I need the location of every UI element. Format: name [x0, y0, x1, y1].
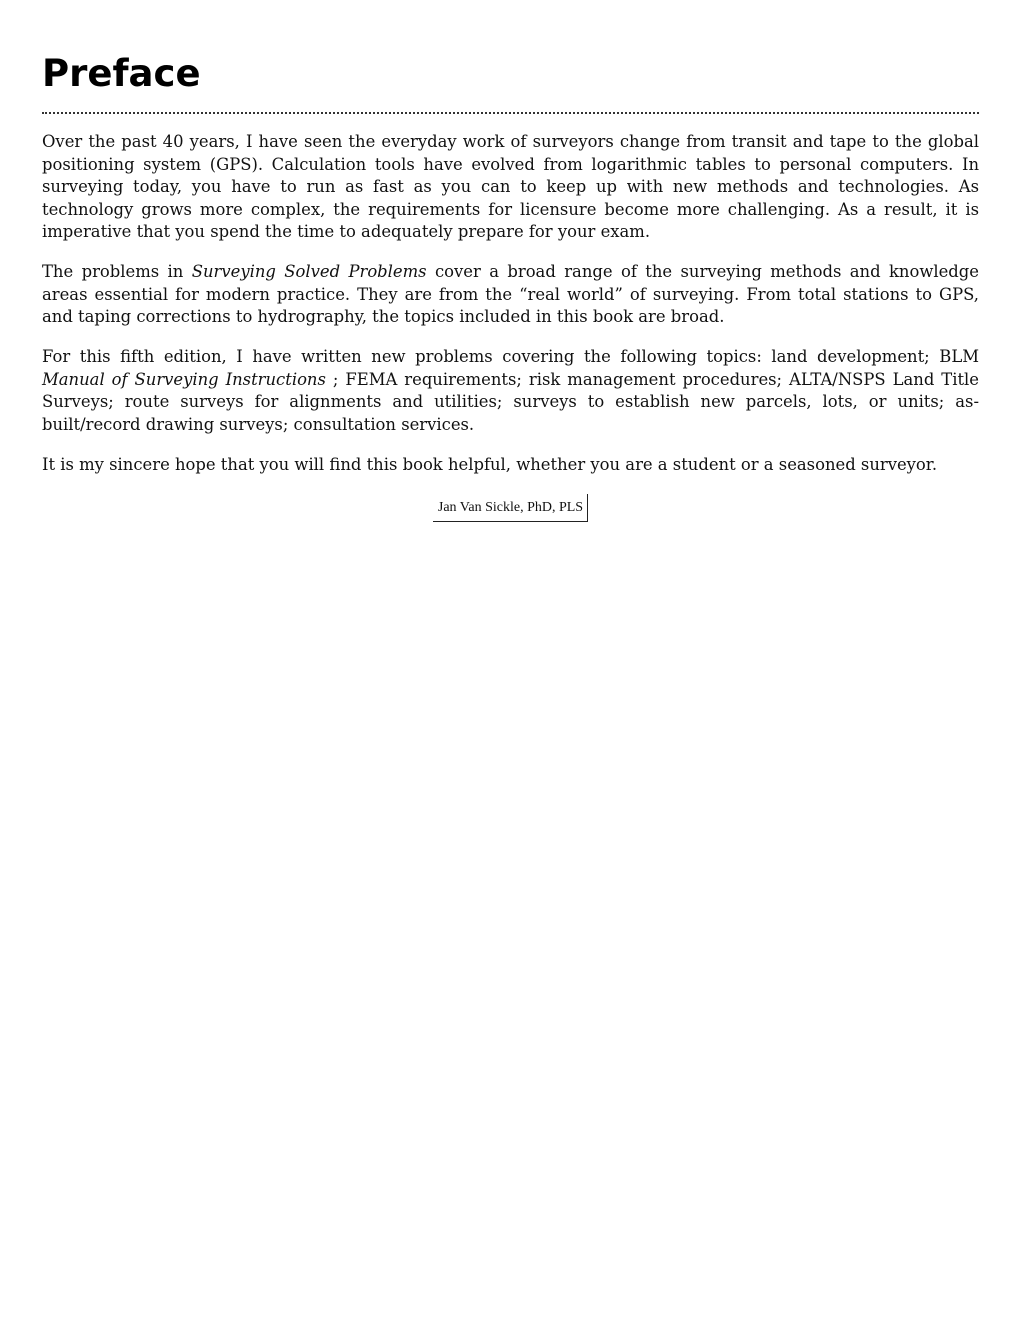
paragraph-3-rest: ; FEMA requirements; risk management procedures; ALTA/NSPS Land Title Surveys; route surveys for alignments and utilities; surveys to establish new parcels, lots, or units; as-built/record drawing surveys; consultation services.: [42, 369, 979, 434]
dotted-divider: [42, 112, 979, 114]
signature-block: [42, 494, 979, 522]
paragraph-4: It is my sincere hope that you will find this book helpful, whether you are a student or a seasoned surveyor.: [42, 454, 938, 474]
manual-title: Manual of Surveying Instructions: [42, 369, 326, 389]
paragraph-2-lead: The problems in: [42, 262, 192, 281]
page-title: Preface: [42, 52, 201, 95]
paragraph-2: [42, 261, 979, 329]
paragraph-2-rest: cover a broad range of the surveying methods and knowledge areas essential for modern practice. They are from the “real world” of surveying. From total stations to GPS, and taping corrections to hydrography, the topics included in this book are broad.: [42, 262, 979, 326]
preface-body: [42, 131, 979, 476]
paragraph-3-lead: For this fifth edition, I have written new problems covering the following topics: land development; BLM: [42, 347, 979, 366]
preface-page: [42, 52, 979, 522]
book-title: Surveying Solved Problems: [191, 262, 427, 281]
paragraph-1: Over the past 40 years, I have seen the everyday work of surveyors change from transit and tape to the global positioning system (GPS). Calculation tools have evolved from logarithmic tables to personal computers. In surveying today, you have to run as fast as you can to keep up with new methods and technologies. As technology grows more complex, the requirements for licensure become more challenging. As a result, it is imperative that you spend the time to adequately prepare for your exam.: [42, 132, 979, 241]
author-signature: Jan Van Sickle, PhD, PLS: [433, 494, 588, 522]
paragraph-3: [42, 346, 979, 436]
